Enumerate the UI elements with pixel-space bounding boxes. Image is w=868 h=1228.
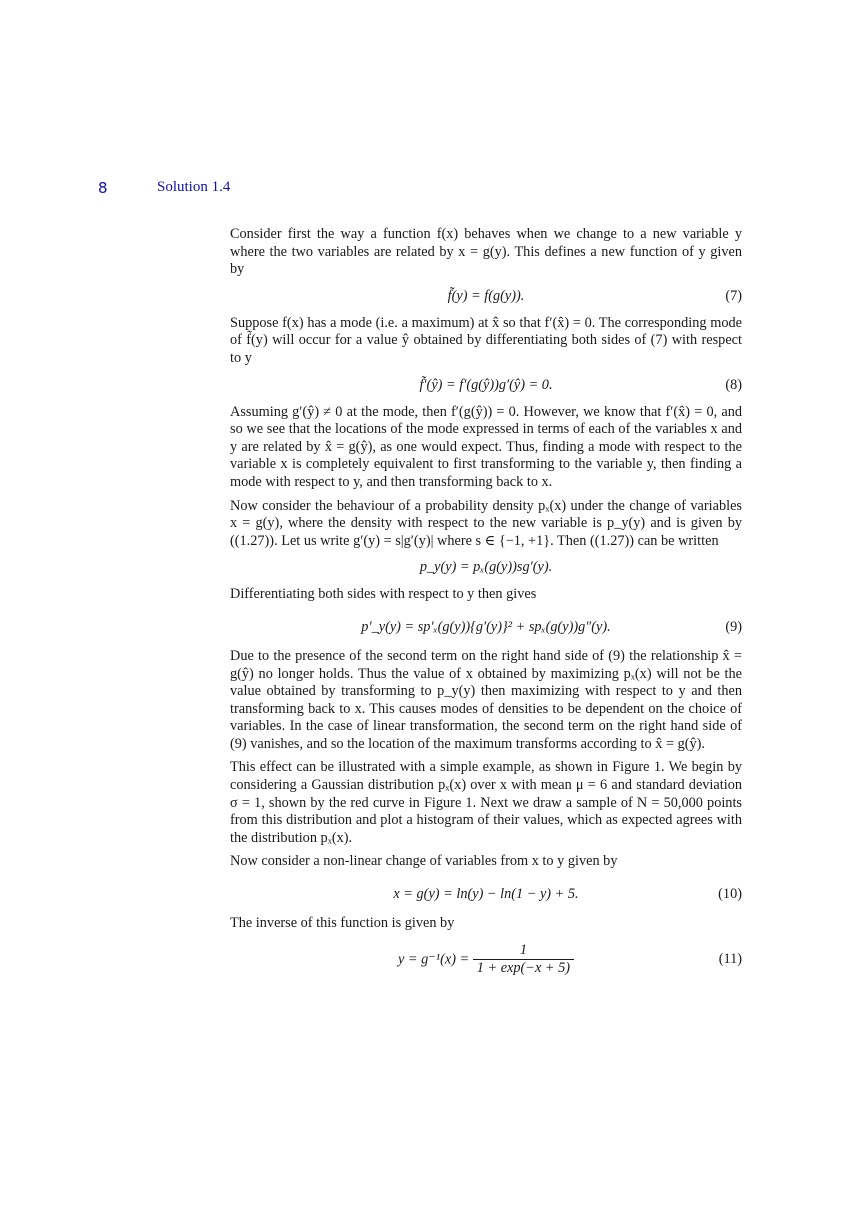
paragraph: Differentiating both sides with respect to y then gives [230,586,537,603]
equation-7 [230,285,742,311]
fraction-denominator: 1 + exp(−x + 5) [473,959,574,978]
body-text [230,226,742,991]
equation-number: (10) [718,886,742,903]
paragraph: Now consider a non-linear change of variables from x to y given by [230,853,618,870]
page-number: 8 [98,179,108,197]
equation-expression: f̃′(ŷ) = f′(g(ŷ))g′(ŷ) = 0. [419,376,553,393]
fraction [473,942,574,978]
equation-expression: p_y(y) = pₓ(g(y))sg′(y). [419,559,553,576]
equation-10 [230,877,742,911]
equation-number: (11) [718,950,742,967]
paragraph: Suppose f(x) has a mode (i.e. a maximum) at x̂ so that f′(x̂) = 0. The corresponding mode of f̃(y) will occur for a value ŷ obtained by differentiating both sides of (7) with respect to y [230,314,742,366]
equation-9 [230,610,742,644]
equation-8 [230,374,742,400]
equation-expression: p′_y(y) = sp′ₓ(g(y)){g′(y)}² + spₓ(g(y))g″(y). [361,618,611,635]
equation-expression: f̃(y) = f(g(y)). [447,287,525,304]
paragraph: This effect can be illustrated with a simple example, as shown in Figure 1. We begin by considering a Gaussian distribution pₓ(x) over x with mean μ = 6 and standard deviation σ = 1, shown by the red curve in Figure 1. Next we draw a sample of N = 50,000 points from this distribution and plot a histogram of their values, which as expected agrees with the distribution pₓ(x). [230,759,742,846]
equation-unnumbered [230,556,742,582]
equation-11 [230,939,742,987]
equation-number: (7) [725,287,742,304]
equation-lhs: y = g⁻¹(x) = [397,951,470,967]
equation-expression [230,942,742,978]
fraction-numerator: 1 [519,941,527,958]
page-header [0,179,868,199]
paragraph: Assuming g′(ŷ) ≠ 0 at the mode, then f′(g(ŷ)) = 0. However, we know that f′(x̂) = 0, and so we see that the locations of the mode expressed in terms of each of the variables x and y are related by x̂ = g(ŷ), as one would expect. Thus, finding a mode with respect to the variable x is completely equivalent to first transforming to the variable y, then finding a mode with respect to y, and then transforming back to x. [230,403,742,490]
equation-number: (9) [725,618,742,635]
paragraph: Consider first the way a function f(x) behaves when we change to a new variable y where the two variables are related by x = g(y). This defines a new function of y given by [230,226,742,278]
equation-number: (8) [725,376,742,393]
paragraph: Now consider the behaviour of a probability density pₓ(x) under the change of variables x = g(y), where the density with respect to the new variable is p_y(y) and is given by ((1.27)). Let us write g′(y) = s|g′(y)| where s ∈ {−1, +1}. Then ((1.27)) can be written [230,497,742,549]
running-head: Solution 1.4 [157,179,231,195]
equation-expression: x = g(y) = ln(y) − ln(1 − y) + 5. [393,886,579,903]
paragraph: The inverse of this function is given by [230,915,455,932]
paragraph: Due to the presence of the second term on the right hand side of (9) the relationship x̂ = g(ŷ) no longer holds. Thus the value of x obtained by maximizing pₓ(x) will not be the value obtained by transforming to p_y(y) then maximizing with respect to y and then transforming back to x. This causes modes of densities to be dependent on the choice of variables. In the case of linear transformation, the second term on the right hand side of (9) vanishes, and so the location of the maximum transforms according to x̂ = g(ŷ). [230,647,742,752]
